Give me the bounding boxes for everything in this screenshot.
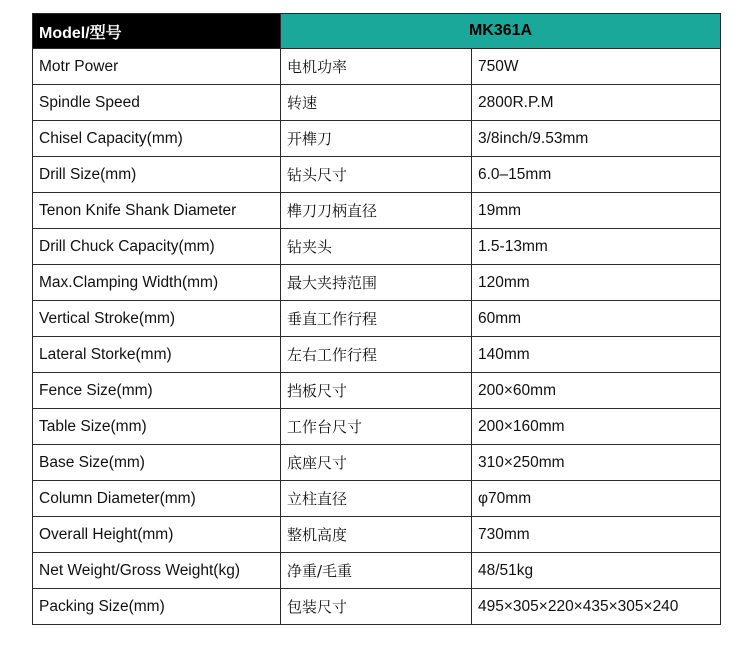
spec-name-en: Table Size(mm) [33,409,281,445]
spec-value: 3/8inch/9.53mm [472,121,721,157]
spec-row [33,193,721,229]
spec-row [33,517,721,553]
spec-name-zh: 底座尺寸 [281,445,472,481]
spec-name-en: Chisel Capacity(mm) [33,121,281,157]
spec-name-en: Vertical Stroke(mm) [33,301,281,337]
spec-name-zh: 电机功率 [281,49,472,85]
spec-value: 730mm [472,517,721,553]
spec-name-en: Fence Size(mm) [33,373,281,409]
spec-row [33,337,721,373]
spec-name-zh: 开榫刀 [281,121,472,157]
header-row [33,14,721,49]
spec-name-zh: 最大夹持范围 [281,265,472,301]
spec-row [33,85,721,121]
spec-name-en: Spindle Speed [33,85,281,121]
spec-value: 60mm [472,301,721,337]
spec-value: 48/51kg [472,553,721,589]
spec-name-en: Overall Height(mm) [33,517,281,553]
spec-row [33,157,721,193]
spec-value: 200×160mm [472,409,721,445]
spec-name-zh: 挡板尺寸 [281,373,472,409]
spec-row [33,265,721,301]
spec-name-zh: 转速 [281,85,472,121]
spec-value: 2800R.P.M [472,85,721,121]
spec-row [33,553,721,589]
spec-name-en: Motr Power [33,49,281,85]
spec-row [33,373,721,409]
spec-name-en: Column Diameter(mm) [33,481,281,517]
spec-value: 310×250mm [472,445,721,481]
spec-name-zh: 榫刀刀柄直径 [281,193,472,229]
model-number: MK361A [281,14,721,49]
spec-name-zh: 左右工作行程 [281,337,472,373]
spec-row [33,49,721,85]
spec-name-zh: 包装尺寸 [281,589,472,625]
spec-table-body [33,14,721,625]
model-label: Model/型号 [33,14,281,49]
spec-name-zh: 钻头尺寸 [281,157,472,193]
spec-name-en: Net Weight/Gross Weight(kg) [33,553,281,589]
spec-name-en: Max.Clamping Width(mm) [33,265,281,301]
spec-name-en: Tenon Knife Shank Diameter [33,193,281,229]
spec-name-zh: 立柱直径 [281,481,472,517]
spec-name-en: Drill Chuck Capacity(mm) [33,229,281,265]
spec-name-zh: 工作台尺寸 [281,409,472,445]
spec-row [33,409,721,445]
spec-name-en: Drill Size(mm) [33,157,281,193]
spec-name-zh: 整机高度 [281,517,472,553]
spec-name-en: Base Size(mm) [33,445,281,481]
spec-name-zh: 垂直工作行程 [281,301,472,337]
spec-row [33,445,721,481]
spec-name-zh: 钻夹头 [281,229,472,265]
spec-row [33,229,721,265]
spec-row [33,121,721,157]
spec-name-zh: 净重/毛重 [281,553,472,589]
spec-value: 6.0–15mm [472,157,721,193]
spec-name-en: Packing Size(mm) [33,589,281,625]
spec-value: 19mm [472,193,721,229]
spec-row [33,301,721,337]
spec-table [32,13,721,625]
spec-value: 495×305×220×435×305×240 [472,589,721,625]
spec-value: 120mm [472,265,721,301]
spec-value: 140mm [472,337,721,373]
spec-value: φ70mm [472,481,721,517]
spec-row [33,481,721,517]
spec-name-en: Lateral Storke(mm) [33,337,281,373]
spec-value: 200×60mm [472,373,721,409]
spec-value: 750W [472,49,721,85]
spec-value: 1.5-13mm [472,229,721,265]
spec-row [33,589,721,625]
